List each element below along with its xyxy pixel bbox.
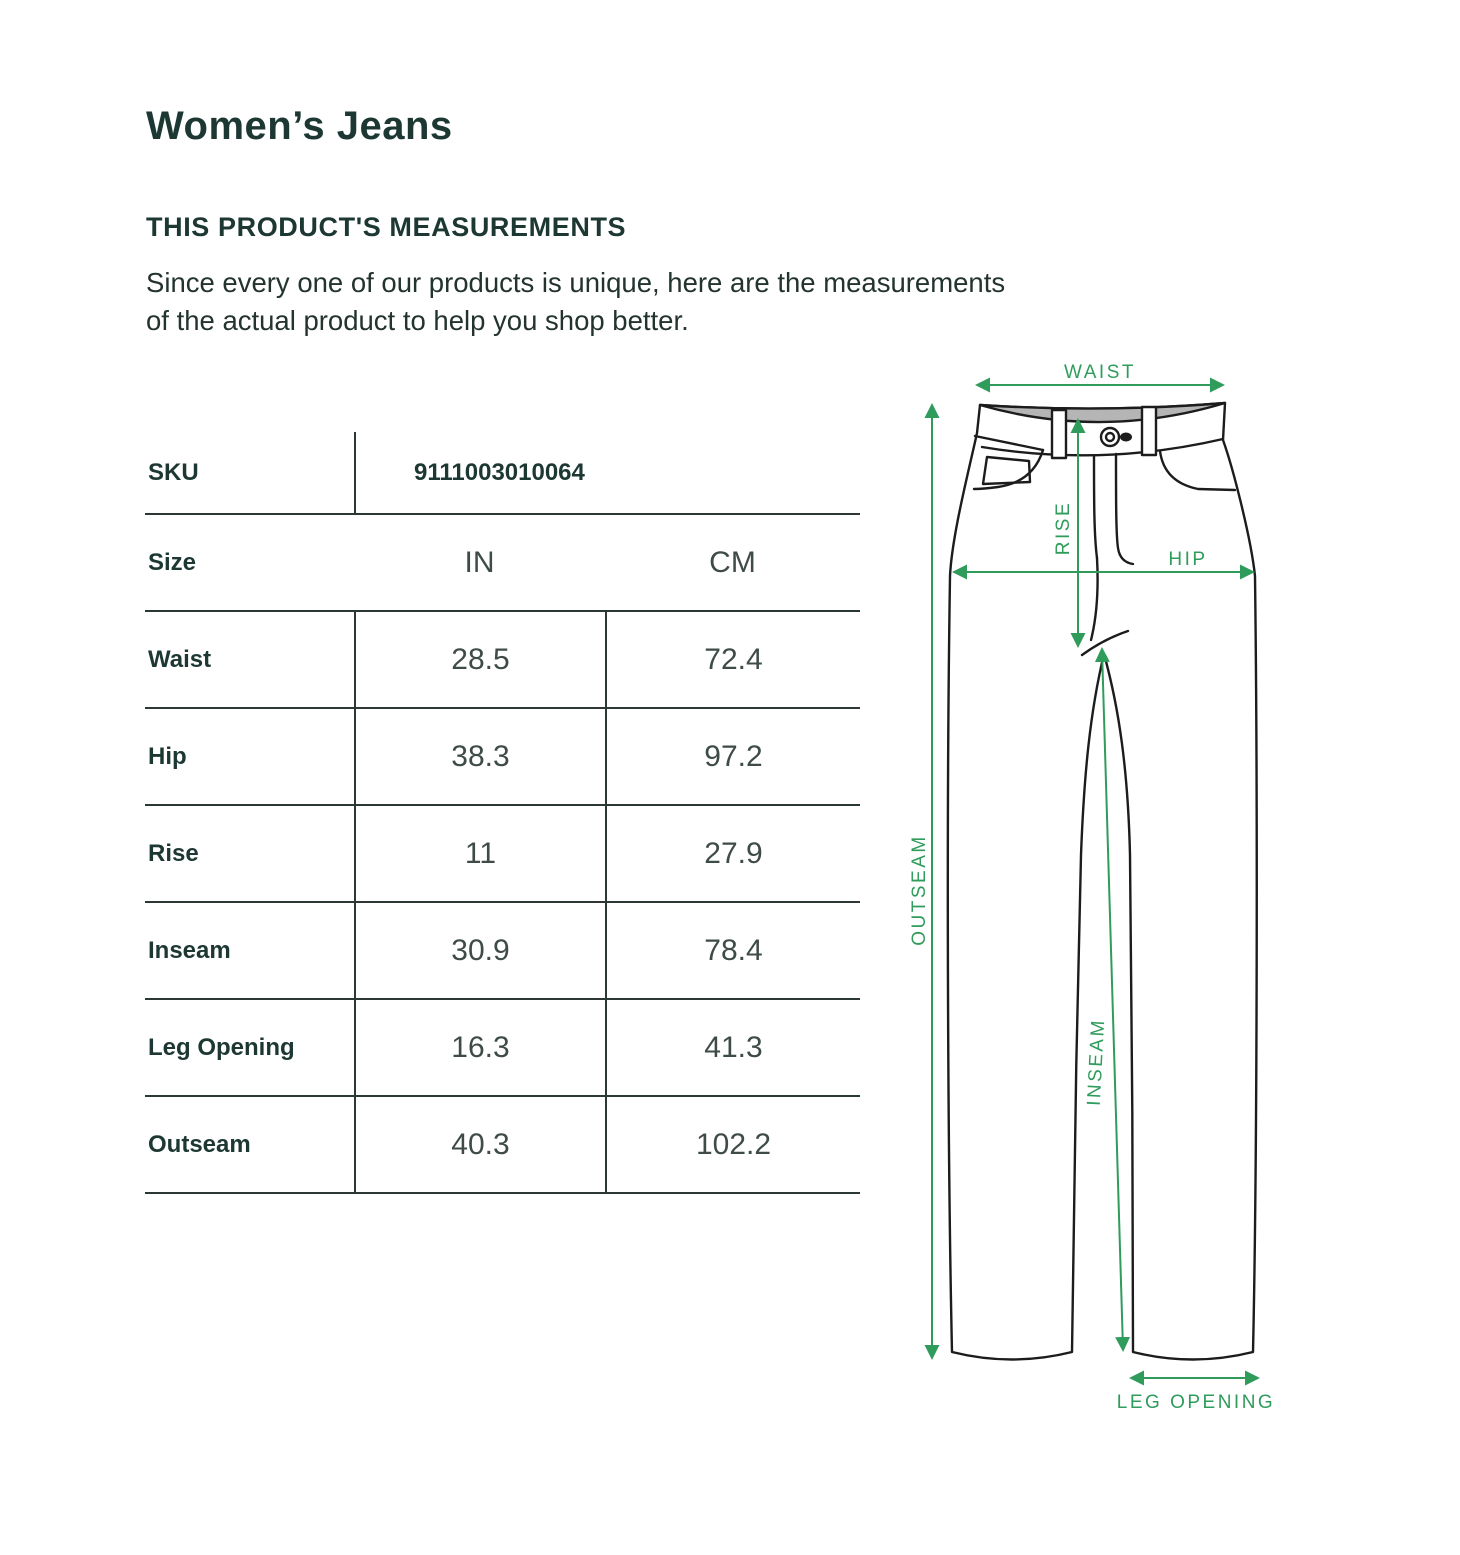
row-value-in: 40.3 — [354, 1097, 605, 1192]
sku-label: SKU — [148, 458, 199, 486]
row-value-in: 11 — [354, 806, 605, 901]
table-row-hip — [145, 709, 860, 806]
row-label: Outseam — [148, 1130, 251, 1158]
inseam-label: INSEAM — [1083, 1017, 1110, 1107]
measurements-table — [145, 432, 860, 1194]
row-label: Leg Opening — [148, 1033, 295, 1061]
rise-label: RISE — [1053, 500, 1075, 556]
jeans-illustration — [880, 350, 1320, 1470]
hip-label: HIP — [1168, 549, 1208, 570]
waist-label: WAIST — [1064, 362, 1136, 383]
row-value-in: 38.3 — [354, 709, 605, 804]
table-row-leg-opening — [145, 1000, 860, 1097]
row-value-in: 30.9 — [354, 903, 605, 998]
table-row-inseam — [145, 903, 860, 1000]
outseam-label: OUTSEAM — [909, 834, 931, 946]
table-row-size-header — [145, 515, 860, 612]
unit-header-in: IN — [464, 545, 495, 579]
inseam-arrow — [1102, 650, 1123, 1349]
leg-opening-label: LEG OPENING — [1116, 1392, 1276, 1413]
belt-loop-left — [1052, 410, 1066, 458]
page-title: Women’s Jeans — [146, 104, 453, 148]
row-value-cm: 97.2 — [605, 709, 860, 804]
description-line-1: Since every one of our products is unique, here are the measurements — [146, 267, 1006, 298]
row-label: Hip — [148, 742, 187, 770]
row-value-cm: 41.3 — [605, 1000, 860, 1095]
table-row-sku — [145, 432, 860, 515]
section-description — [146, 264, 1005, 340]
jeans-outline — [948, 403, 1257, 1360]
row-value-in: 16.3 — [354, 1000, 605, 1095]
description-line-2: of the actual product to help you shop better. — [146, 305, 689, 336]
sku-value: 9111003010064 — [354, 432, 605, 513]
row-value-cm: 78.4 — [605, 903, 860, 998]
buttonhole — [1120, 433, 1132, 442]
table-row-rise — [145, 806, 860, 903]
row-label: Inseam — [148, 936, 231, 964]
size-label: Size — [148, 548, 197, 576]
belt-loop-right — [1142, 407, 1156, 455]
row-value-cm: 72.4 — [605, 612, 860, 707]
table-row-outseam — [145, 1097, 860, 1194]
table-row-waist — [145, 612, 860, 709]
row-value-cm: 27.9 — [605, 806, 860, 901]
jeans-measurement-diagram — [880, 350, 1320, 1470]
row-label: Waist — [148, 645, 212, 673]
row-value-cm: 102.2 — [605, 1097, 860, 1192]
row-label: Rise — [148, 839, 199, 867]
section-subtitle: THIS PRODUCT'S MEASUREMENTS — [146, 212, 627, 242]
unit-header-cm: CM — [709, 545, 756, 579]
row-value-in: 28.5 — [354, 612, 605, 707]
